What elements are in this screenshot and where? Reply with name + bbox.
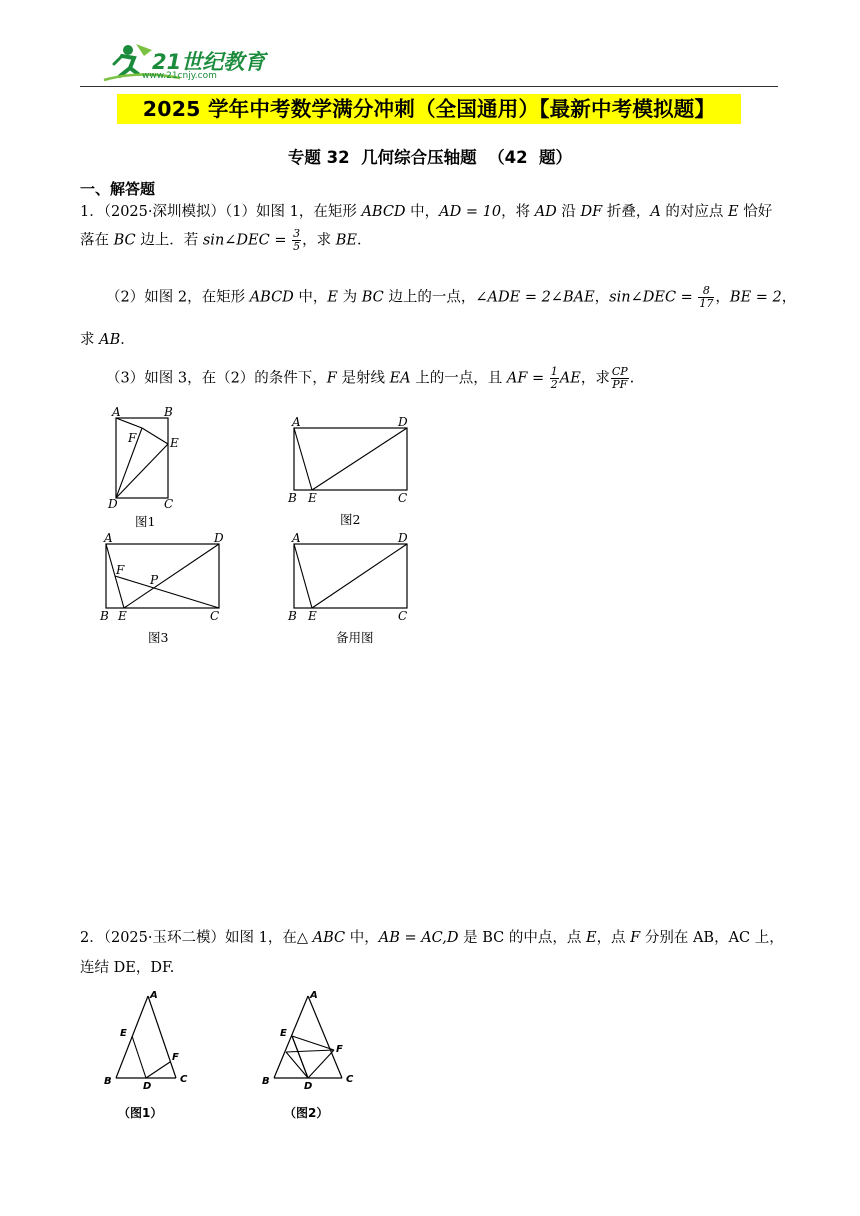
problem-1-part-2 — [106, 284, 797, 315]
label-C: C — [398, 609, 408, 623]
problem-1-part-2-line-1: （2）如图 2，在矩形 ABCD 中，E 为 BC 边上的一点，∠ADE = 2∠BAE，sin∠DEC = $\frac{8}{17}$ ，BE = 2， — [106, 284, 797, 310]
logo-text: 21世纪教育 — [152, 50, 266, 74]
label-B: B — [262, 1076, 270, 1087]
label-C: C — [180, 1074, 188, 1085]
problem-1-part-3: （3）如图 3，在（2）的条件下，F 是射线 EA 上的一点，且 AF = $\frac{1}{2}$ AE，求 $\frac{CP}{PF}$ . — [106, 365, 635, 391]
header-rule — [80, 86, 778, 87]
figure-1-caption: 图1 — [135, 514, 156, 529]
label-A: A — [292, 415, 301, 429]
label-A: A — [292, 532, 301, 545]
fraction: $\frac{CP}{PF}$ — [611, 365, 628, 391]
problem-1-part-2-line-2: 求 AB． — [80, 332, 135, 348]
page-subtitle: 专题 32 几何综合压轴题 （42 题） — [287, 148, 573, 167]
figure-backup — [284, 532, 414, 624]
label-E: E — [308, 491, 317, 505]
label-B: B — [288, 609, 297, 623]
label-C: C — [398, 491, 408, 505]
label-F: F — [172, 1052, 179, 1063]
label-B: B — [288, 491, 297, 505]
problem-source: （2025·深圳模拟） — [103, 204, 225, 220]
problem-2-line-2: 连结 DE，DF. — [80, 960, 175, 976]
site-logo — [100, 40, 280, 86]
label-E: E — [170, 436, 179, 450]
figure-2-caption: 图2 — [340, 512, 361, 527]
problem-2-line-1: 2．（2025·玉环二模）如图 1，在△ ABC 中，AB = AC,D 是 BC 的中点，点 E，点 F 分别在 AB，AC 上， — [80, 930, 784, 946]
label-P: P — [150, 573, 159, 587]
fraction: $\frac{1}{2}$ — [550, 365, 558, 391]
figure-3 — [96, 532, 232, 624]
figure-1 — [100, 404, 190, 516]
label-D: D — [398, 532, 408, 545]
problem-1 — [80, 202, 780, 258]
problem-number: 2． — [80, 930, 104, 946]
label-A: A — [112, 405, 121, 419]
banner-title: 2025 学年中考数学满分冲刺（全国通用）【最新中考模拟题】 — [117, 94, 741, 124]
label-E: E — [120, 1028, 127, 1039]
label-F: F — [128, 431, 137, 445]
label-F: F — [116, 563, 125, 577]
problem-2-figure-1 — [96, 986, 196, 1090]
problem-2-figure-2-caption: （图2） — [284, 1106, 329, 1120]
problem-2-figure-1-caption: （图1） — [118, 1106, 163, 1120]
label-B: B — [100, 609, 109, 623]
label-A: A — [150, 990, 158, 1001]
label-D: D — [108, 497, 118, 511]
label-D: D — [304, 1081, 313, 1090]
label-D: D — [214, 532, 224, 545]
figure-3-caption: 图3 — [148, 630, 169, 645]
label-E: E — [118, 609, 127, 623]
label-D: D — [143, 1081, 152, 1090]
label-C: C — [346, 1074, 354, 1085]
fraction: $\frac{8}{17}$ — [699, 284, 714, 310]
logo-url: www.21cnjy.com — [142, 71, 217, 81]
label-B: B — [164, 405, 173, 419]
problem-2-figure-2 — [256, 986, 360, 1090]
label-A: A — [104, 532, 113, 545]
label-F: F — [336, 1044, 343, 1055]
figure-backup-caption: 备用图 — [336, 630, 374, 645]
label-E: E — [280, 1028, 287, 1039]
problem-number: 1． — [80, 204, 104, 220]
label-D: D — [398, 415, 408, 429]
label-C: C — [164, 497, 174, 511]
fraction: $\frac{3}{5}$ — [293, 227, 301, 253]
section-heading: 一、解答题 — [80, 180, 156, 198]
label-E: E — [308, 609, 317, 623]
label-C: C — [210, 609, 220, 623]
problem-source: （2025·玉环二模） — [103, 930, 225, 946]
problem-2 — [80, 928, 784, 982]
label-A: A — [310, 990, 318, 1001]
figure-2 — [284, 414, 414, 506]
label-B: B — [104, 1076, 112, 1087]
problem-1-line-2: 落在 BC 边上．若 sin∠DEC = $\frac{3}{5}$ ，求 BE． — [80, 227, 372, 253]
problem-1-line-1: 1．（2025·深圳模拟）（1）如图 1，在矩形 ABCD 中，AD = 10，将 AD 沿 DF 折叠，A 的对应点 E 恰好 — [80, 204, 773, 220]
